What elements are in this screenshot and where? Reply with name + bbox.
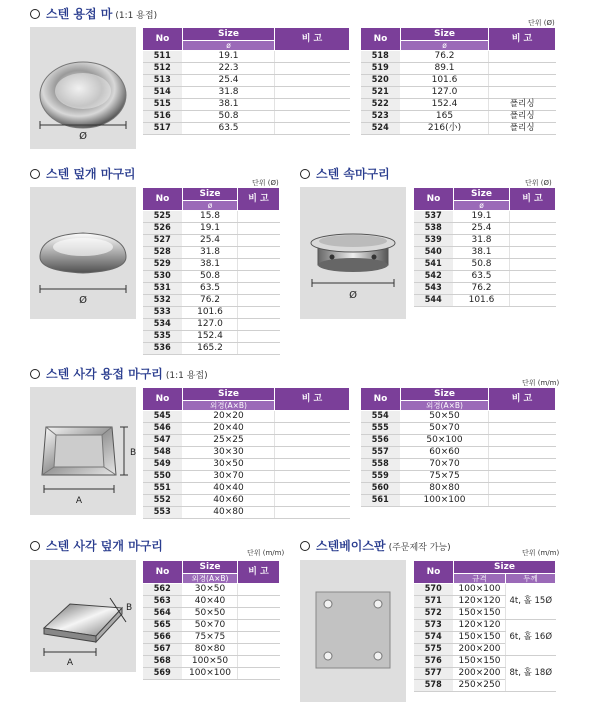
item-number: 546 [143, 423, 183, 435]
circle-bullet-icon [30, 369, 40, 379]
size-value: 100×100 [183, 668, 238, 680]
size-value: 200×200 [454, 644, 506, 656]
size-value: 40×60 [183, 495, 275, 507]
item-number: 548 [143, 447, 183, 459]
table-row [143, 211, 280, 223]
table-row [143, 307, 280, 319]
remark-value [510, 211, 556, 223]
item-number: 574 [414, 632, 454, 644]
remark-value [489, 471, 556, 483]
item-number: 550 [143, 471, 183, 483]
dimension-b-label: B [130, 448, 136, 458]
table-row [414, 223, 556, 235]
table-row [414, 211, 556, 223]
remark-value [275, 495, 350, 507]
table-row [361, 459, 556, 471]
size-value: 101.6 [454, 295, 510, 307]
remark-value [238, 608, 280, 620]
size-value: 150×150 [454, 656, 506, 668]
item-number: 554 [361, 411, 401, 423]
remark-value [238, 259, 280, 271]
size-value: 100×100 [454, 584, 506, 596]
size-value: 19.1 [183, 51, 275, 63]
table-row [361, 495, 556, 507]
table-row [143, 507, 350, 519]
unit-label: 단위 (m/m) [522, 549, 560, 557]
remark-value [489, 423, 556, 435]
spec-table-inner-cap: No Size 비 고 ø 537 19.1 538 25.4 539 31.8 540 38.1 541 50.8 542 63.5 543 76.2 544 101.6 [413, 187, 556, 307]
size-value: 38.1 [454, 247, 510, 259]
item-number: 577 [414, 668, 454, 680]
remark-value [489, 447, 556, 459]
remark-value [489, 411, 556, 423]
size-value: 30×70 [183, 471, 275, 483]
item-number: 537 [414, 211, 454, 223]
remark-value [238, 632, 280, 644]
unit-label: 단위 (m/m) [247, 549, 285, 557]
size-value: 50×100 [401, 435, 489, 447]
item-number: 545 [143, 411, 183, 423]
item-number: 571 [414, 596, 454, 608]
table-row [414, 235, 556, 247]
dimension-a-label: A [75, 496, 83, 506]
size-value: 50.8 [454, 259, 510, 271]
table-row [143, 123, 350, 135]
size-value: 75×75 [401, 471, 489, 483]
table-row [143, 51, 350, 63]
remark-value [510, 283, 556, 295]
remark-value [510, 271, 556, 283]
table-row [414, 271, 556, 283]
item-number: 561 [361, 495, 401, 507]
remark-value [238, 343, 280, 355]
item-number: 529 [143, 259, 183, 271]
size-value: 22.3 [183, 63, 275, 75]
remark-value [489, 495, 556, 507]
item-number: 534 [143, 319, 183, 331]
table-row [143, 644, 280, 656]
item-number: 573 [414, 620, 454, 632]
remark-value [238, 656, 280, 668]
thickness-value: 4t, 홀 15Ø [506, 584, 556, 620]
spec-table-square-cover-cap: No Size 비 고 외경(A×B) 562 30×50 563 40×40 564 50×50 565 50×70 566 75×75 567 80×80 568 100×50 569 100×100 [142, 560, 280, 680]
spec-table-base-plate: No Size 규격 두께 570 100×100 4t, 홀 15Ø 571 120×120 572 150×150 573 120×120 6t, 홀 16Ø 574 150×150 575 200×200 576 150×150 8t, 홀 18Ø 577 200×200 578 250×250 [413, 560, 556, 692]
table-row [143, 632, 280, 644]
item-number: 515 [143, 99, 183, 111]
size-value: 50×70 [401, 423, 489, 435]
size-value: 25.4 [183, 75, 275, 87]
remark-value [238, 307, 280, 319]
dimension-a-label: A [66, 658, 74, 668]
table-row [143, 423, 350, 435]
item-number: 516 [143, 111, 183, 123]
table-row [143, 483, 350, 495]
size-value: 63.5 [183, 283, 238, 295]
item-number: 551 [143, 483, 183, 495]
remark-value: 폴리싱 [489, 111, 556, 123]
remark-value [489, 459, 556, 471]
table-row [143, 99, 350, 111]
section-title-inner-cap: 스텐 속마구리 [300, 165, 390, 182]
table-row [143, 295, 280, 307]
item-number: 526 [143, 223, 183, 235]
size-value: 40×40 [183, 483, 275, 495]
remark-value [510, 259, 556, 271]
remark-value [275, 123, 350, 135]
remark-value [238, 223, 280, 235]
remark-value [510, 247, 556, 259]
item-number: 521 [361, 87, 401, 99]
unit-label: 단위 (Ø) [528, 19, 555, 27]
table-row [414, 584, 556, 596]
remark-value [238, 283, 280, 295]
size-value: 76.2 [183, 295, 238, 307]
table-row [143, 247, 280, 259]
spec-table-welding-cap-a: No Size 비 고 ø 511 19.1 512 22.3 513 25.4 514 31.8 515 38.1 516 50.8 517 63.5 [142, 27, 350, 135]
table-row [143, 75, 350, 87]
size-value: 80×80 [401, 483, 489, 495]
table-row [143, 271, 280, 283]
remark-value [275, 411, 350, 423]
table-row [414, 656, 556, 668]
spec-table-square-welding-cap-b: No Size 비 고 외경(A×B) 554 50×50 555 50×70 556 50×100 557 60×60 558 70×70 559 75×75 560 80×80 561 100×100 [360, 387, 556, 507]
size-value: 76.2 [401, 51, 489, 63]
table-row [361, 411, 556, 423]
dimension-b-label: B [126, 603, 133, 613]
diameter-label: Ø [349, 290, 357, 301]
item-number: 567 [143, 644, 183, 656]
size-value: 50.8 [183, 111, 275, 123]
size-value: 127.0 [183, 319, 238, 331]
remark-value [238, 211, 280, 223]
remark-value [275, 447, 350, 459]
item-number: 540 [414, 247, 454, 259]
table-row [414, 283, 556, 295]
size-value: 25.4 [454, 223, 510, 235]
remark-value [275, 63, 350, 75]
circle-bullet-icon [30, 9, 40, 19]
table-row [361, 87, 556, 99]
item-number: 530 [143, 271, 183, 283]
remark-value [510, 235, 556, 247]
size-value: 101.6 [183, 307, 238, 319]
item-number: 572 [414, 608, 454, 620]
item-number: 542 [414, 271, 454, 283]
section-title-welding-cap: 스텐 용접 마 (1:1 용접) [30, 5, 157, 22]
size-value: 40×80 [183, 507, 275, 519]
spec-table-square-welding-cap-a: No Size 비 고 외경(A×B) 545 20×20 546 20×40 547 25×25 548 30×30 549 30×50 550 30×70 551 40×40 552 40×60 553 40×80 [142, 387, 350, 519]
size-value: 80×80 [183, 644, 238, 656]
table-row [143, 319, 280, 331]
size-value: 63.5 [454, 271, 510, 283]
table-row [143, 620, 280, 632]
remark-value [238, 295, 280, 307]
size-value: 38.1 [183, 99, 275, 111]
remark-value [275, 87, 350, 99]
item-number: 576 [414, 656, 454, 668]
item-number: 556 [361, 435, 401, 447]
size-value: 30×50 [183, 459, 275, 471]
remark-value [238, 331, 280, 343]
item-number: 518 [361, 51, 401, 63]
table-row [143, 471, 350, 483]
item-number: 538 [414, 223, 454, 235]
unit-label: 단위 (Ø) [252, 179, 279, 187]
table-row [414, 295, 556, 307]
item-number: 566 [143, 632, 183, 644]
size-value: 101.6 [401, 75, 489, 87]
item-number: 527 [143, 235, 183, 247]
thickness-value: 8t, 홀 18Ø [506, 656, 556, 692]
remark-value [238, 584, 280, 596]
item-number: 549 [143, 459, 183, 471]
table-row [143, 608, 280, 620]
remark-value [275, 483, 350, 495]
circle-bullet-icon [300, 169, 310, 179]
item-number: 520 [361, 75, 401, 87]
remark-value [238, 596, 280, 608]
remark-value [238, 644, 280, 656]
size-value: 152.4 [183, 331, 238, 343]
item-number: 528 [143, 247, 183, 259]
item-number: 563 [143, 596, 183, 608]
table-row [361, 447, 556, 459]
table-row [143, 331, 280, 343]
table-row [143, 435, 350, 447]
item-number: 522 [361, 99, 401, 111]
item-number: 552 [143, 495, 183, 507]
table-row [361, 423, 556, 435]
item-number: 578 [414, 680, 454, 692]
item-number: 536 [143, 343, 183, 355]
item-number: 514 [143, 87, 183, 99]
remark-value [238, 235, 280, 247]
item-number: 531 [143, 283, 183, 295]
remark-value [275, 75, 350, 87]
size-value: 50×50 [401, 411, 489, 423]
size-value: 25.4 [183, 235, 238, 247]
table-row [143, 63, 350, 75]
size-value: 75×75 [183, 632, 238, 644]
unit-label: 단위 (Ø) [525, 179, 552, 187]
item-number: 568 [143, 656, 183, 668]
product-photo-square-welding-cap [30, 387, 136, 515]
size-value: 31.8 [454, 235, 510, 247]
item-number: 547 [143, 435, 183, 447]
size-value: 150×150 [454, 608, 506, 620]
item-number: 513 [143, 75, 183, 87]
item-number: 524 [361, 123, 401, 135]
table-row [414, 247, 556, 259]
size-value: 120×120 [454, 596, 506, 608]
table-row [143, 87, 350, 99]
item-number: 517 [143, 123, 183, 135]
item-number: 565 [143, 620, 183, 632]
item-number: 562 [143, 584, 183, 596]
unit-label: 단위 (m/m) [522, 379, 560, 387]
size-value: 25×25 [183, 435, 275, 447]
item-number: 553 [143, 507, 183, 519]
item-number: 575 [414, 644, 454, 656]
item-number: 519 [361, 63, 401, 75]
remark-value [238, 620, 280, 632]
section-title-square-cover-cap: 스텐 사각 덮개 마구리 [30, 537, 163, 554]
table-row [143, 668, 280, 680]
table-row [143, 584, 280, 596]
remark-value [275, 507, 350, 519]
table-row [143, 259, 280, 271]
remark-value [275, 459, 350, 471]
product-photo-base-plate [300, 560, 406, 702]
size-value: 38.1 [183, 259, 238, 271]
item-number: 544 [414, 295, 454, 307]
size-value: 20×40 [183, 423, 275, 435]
table-row [361, 75, 556, 87]
section-title-cover-cap: 스텐 덮개 마구리 [30, 165, 136, 182]
table-row [143, 283, 280, 295]
item-number: 533 [143, 307, 183, 319]
remark-value [275, 111, 350, 123]
circle-bullet-icon [30, 169, 40, 179]
size-value: 19.1 [183, 223, 238, 235]
table-row [361, 51, 556, 63]
item-number: 535 [143, 331, 183, 343]
size-value: 127.0 [401, 87, 489, 99]
item-number: 557 [361, 447, 401, 459]
remark-value [510, 223, 556, 235]
item-number: 532 [143, 295, 183, 307]
size-value: 250×250 [454, 680, 506, 692]
size-value: 165 [401, 111, 489, 123]
item-number: 511 [143, 51, 183, 63]
table-row [143, 656, 280, 668]
item-number: 539 [414, 235, 454, 247]
product-photo-cover-cap [30, 187, 136, 319]
remark-value [275, 99, 350, 111]
table-row [361, 99, 556, 111]
section-title-base-plate: 스텐베이스판 (주문제작 가능) [300, 537, 451, 554]
size-value: 30×30 [183, 447, 275, 459]
table-row [143, 459, 350, 471]
remark-value [510, 295, 556, 307]
remark-value [275, 51, 350, 63]
item-number: 541 [414, 259, 454, 271]
size-value: 15.8 [183, 211, 238, 223]
table-row [143, 495, 350, 507]
table-row [361, 435, 556, 447]
remark-value [238, 319, 280, 331]
size-value: 100×50 [183, 656, 238, 668]
item-number: 560 [361, 483, 401, 495]
remark-value [275, 435, 350, 447]
size-value: 70×70 [401, 459, 489, 471]
item-number: 570 [414, 584, 454, 596]
size-value: 76.2 [454, 283, 510, 295]
size-value: 100×100 [401, 495, 489, 507]
size-value: 152.4 [401, 99, 489, 111]
size-value: 216(小) [401, 123, 489, 135]
size-value: 50×70 [183, 620, 238, 632]
remark-value [489, 483, 556, 495]
table-row [143, 343, 280, 355]
table-row [143, 411, 350, 423]
remark-value [489, 51, 556, 63]
item-number: 569 [143, 668, 183, 680]
remark-value [489, 63, 556, 75]
size-value: 31.8 [183, 247, 238, 259]
table-row [361, 111, 556, 123]
size-value: 120×120 [454, 620, 506, 632]
section-title-square-welding-cap: 스텐 사각 용접 마구리 (1:1 용접) [30, 365, 208, 382]
product-photo-inner-cap [300, 187, 406, 319]
item-number: 525 [143, 211, 183, 223]
table-row [143, 111, 350, 123]
size-value: 30×50 [183, 584, 238, 596]
remark-value [275, 471, 350, 483]
table-row [361, 471, 556, 483]
item-number: 564 [143, 608, 183, 620]
size-value: 31.8 [183, 87, 275, 99]
table-row [361, 123, 556, 135]
table-row [143, 235, 280, 247]
item-number: 555 [361, 423, 401, 435]
table-row [143, 596, 280, 608]
item-number: 559 [361, 471, 401, 483]
table-row [414, 620, 556, 632]
size-value: 89.1 [401, 63, 489, 75]
item-number: 523 [361, 111, 401, 123]
size-value: 60×60 [401, 447, 489, 459]
diameter-label: Ø [79, 295, 87, 306]
size-value: 50.8 [183, 271, 238, 283]
table-row [414, 259, 556, 271]
table-row [361, 63, 556, 75]
product-photo-square-cover-cap [30, 560, 136, 672]
item-number: 558 [361, 459, 401, 471]
item-number: 512 [143, 63, 183, 75]
size-value: 20×20 [183, 411, 275, 423]
size-value: 63.5 [183, 123, 275, 135]
remark-value [238, 271, 280, 283]
remark-value [238, 247, 280, 259]
remark-value [489, 435, 556, 447]
size-value: 165.2 [183, 343, 238, 355]
table-row [361, 483, 556, 495]
size-value: 19.1 [454, 211, 510, 223]
remark-value: 폴리싱 [489, 123, 556, 135]
remark-value [238, 668, 280, 680]
thickness-value: 6t, 홀 16Ø [506, 620, 556, 656]
item-number: 543 [414, 283, 454, 295]
product-photo-welding-cap [30, 27, 136, 149]
remark-value [275, 423, 350, 435]
table-row [143, 447, 350, 459]
diameter-label: Ø [79, 131, 87, 142]
spec-table-welding-cap-b: No Size 비 고 ø 518 76.2 519 89.1 520 101.6 521 127.0 522 152.4 폴리싱 523 165 폴리싱 524 216(小) 폴리싱 [360, 27, 556, 135]
remark-value [489, 87, 556, 99]
size-value: 200×200 [454, 668, 506, 680]
size-value: 40×40 [183, 596, 238, 608]
size-value: 50×50 [183, 608, 238, 620]
table-row [143, 223, 280, 235]
circle-bullet-icon [300, 541, 310, 551]
circle-bullet-icon [30, 541, 40, 551]
spec-table-cover-cap: No Size 비 고 ø 525 15.8 526 19.1 527 25.4 528 31.8 529 38.1 530 50.8 531 63.5 532 76.2 533 101.6 534 127.0 535 152.4 536 165.2 [142, 187, 280, 355]
remark-value: 폴리싱 [489, 99, 556, 111]
remark-value [489, 75, 556, 87]
size-value: 150×150 [454, 632, 506, 644]
